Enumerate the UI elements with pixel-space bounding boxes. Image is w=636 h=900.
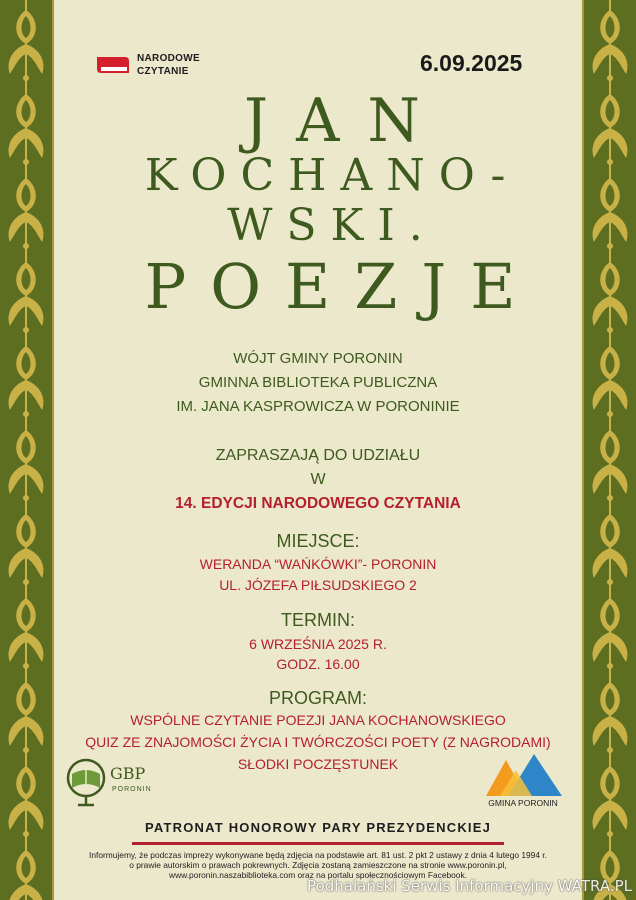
- program-item-1: WSPÓLNE CZYTANIE POEZJI JANA KOCHANOWSKIEGO: [130, 712, 506, 728]
- gbp-title: GBP: [110, 764, 146, 783]
- title-line-2: KOCHANO-: [144, 150, 520, 201]
- patronage-text: PATRONAT HONOROWY PARY PREZYDENCKIEJ: [144, 820, 492, 835]
- title-line-4: POEZJE: [144, 250, 540, 323]
- program-label: PROGRAM:: [268, 688, 367, 708]
- mountains-icon: [478, 752, 568, 798]
- time-label: TERMIN:: [281, 610, 355, 630]
- globe-book-icon: [66, 752, 110, 808]
- title-line-1: JAN: [244, 86, 448, 156]
- invitation-line-2: W: [310, 471, 326, 488]
- invitation-line-1: ZAPRASZAJĄ DO UDZIAŁU: [215, 447, 421, 464]
- gmina-label: GMINA PORONIN: [488, 798, 558, 808]
- organizer-2: GMINNA BIBLIOTEKA PUBLICZNA: [198, 374, 438, 391]
- watermark: Podhalański Serwis Informacyjny WATRA.PL: [307, 877, 632, 895]
- fine-print-line-3: www.poronin.naszabiblioteka.com oraz na portalu społecznościowym Facebook.: [169, 870, 467, 880]
- gbp-subtitle: PORONIN: [112, 786, 152, 793]
- book-logo-icon: [95, 54, 131, 76]
- place-line-1: WERANDA “WAŃKÓWKI”- PORONIN: [199, 556, 437, 572]
- logo-line-1: NARODOWE: [137, 53, 200, 64]
- gmina-poronin-logo: [478, 752, 568, 812]
- logo-line-2: CZYTANIE: [137, 66, 189, 77]
- time-line-1: 6 WRZEŚNIA 2025 R.: [249, 636, 387, 652]
- place-label: MIEJSCE:: [276, 531, 360, 551]
- title-line-3: WSKI.: [227, 200, 437, 251]
- event-date: 6.09.2025: [420, 50, 523, 76]
- organizer-3: IM. JANA KASPROWICZA W PORONINIE: [176, 398, 460, 415]
- gbp-poronin-logo: [66, 752, 166, 808]
- fine-print-line-2: o prawie autorskim o prawach pokrewnych. Zdjęcia zostaną zamieszczone na stronie www.poronin.pl,: [129, 860, 507, 870]
- place-line-2: UL. JÓZEFA PIŁSUDSKIEGO 2: [219, 577, 417, 593]
- time-line-2: GODZ. 16.00: [276, 656, 360, 672]
- program-item-3: SŁODKI POCZĘSTUNEK: [237, 756, 399, 772]
- organizer-1: WÓJT GMINY PORONIN: [233, 350, 403, 367]
- red-divider: [132, 842, 504, 845]
- edition-heading: 14. EDYCJI NARODOWEGO CZYTANIA: [175, 495, 461, 512]
- program-item-2: QUIZ ZE ZNAJOMOŚCI ŻYCIA I TWÓRCZOŚCI POETY (Z NAGRODAMI): [85, 734, 551, 750]
- fine-print-line-1: Informujemy, że podczas imprezy wykonywane będą zdjęcia na podstawie art. 81 ust. 2 pkt 2 ustawy z dnia 4 lutego 1994 r.: [89, 850, 547, 860]
